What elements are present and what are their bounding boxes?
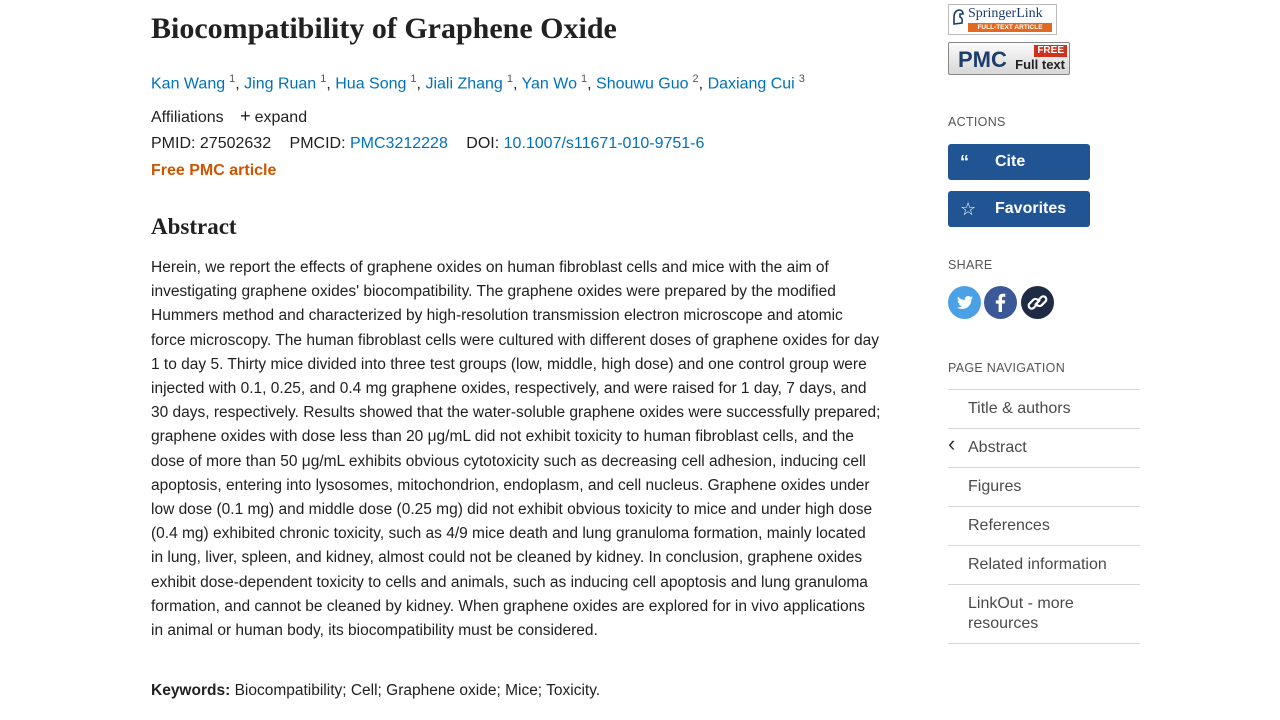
nav-item-figures[interactable]	[948, 468, 1140, 507]
free-pmc-article-label: Free PMC article	[151, 162, 277, 179]
author-link[interactable]: Jing Ruan	[244, 75, 317, 93]
author-link[interactable]: Daxiang Cui	[707, 75, 795, 93]
author-link[interactable]: Shouwu Guo	[596, 75, 689, 93]
nav-item-linkout-more-resources[interactable]	[948, 585, 1140, 644]
favorites-button-label: Favorites	[995, 200, 1067, 217]
link-icon	[1021, 286, 1054, 319]
author-link[interactable]: Hua Song	[335, 75, 407, 93]
nav-item-title-authors[interactable]	[948, 390, 1140, 429]
cite-button-label: Cite	[995, 153, 1026, 170]
copy-link-button[interactable]	[1021, 286, 1054, 319]
favorites-button[interactable]	[948, 191, 1090, 227]
twitter-share-button[interactable]	[948, 286, 981, 319]
nav-item-abstract[interactable]	[948, 429, 1140, 468]
nav-item-label: Figures	[968, 478, 1022, 495]
quote-icon: “	[960, 152, 969, 172]
abstract-text: Herein, we report the effects of graphene oxides on human fibroblast cells and mice with the aim of investigating graphene oxides' biocompatibility. The graphene oxides were prepared by the modified Hummers method and characterized by high-resolution transmission electron microscope and atomic force microscopy. The human fibroblast cells were cultured with different doses of graphene oxides for day 1 to day 5. Thirty mice divided into three test groups (low, middle, high dose) and one control group were injected with 0.1, 0.25, and 0.4 mg graphene oxides, respectively, and were raised for 1 day, 7 days, and 30 days, respectively. Results showed that the water-soluble graphene oxides were successfully prepared; graphene oxides with dose less than 20 μg/mL did not exhibit toxicity to human fibroblast cells, and the dose of more than 50 μg/mL exhibits obvious cytotoxicity such as decreasing cell adhesion, inducing cell apoptosis, entering into lysosomes, mitochondrion, endoplasm, and cell nucleus. Graphene oxides under low dose (0.1 mg) and middle dose (0.25 mg) did not exhibit obvious toxicity to mice and under high dose (0.4 mg) exhibited chronic toxicity, such as 4/9 mice death and lung granuloma formation, mainly located in lung, liver, spleen, and kidney, almost could not be cleaned by kidney. In conclusion, graphene oxides exhibit dose-dependent toxicity to cells and animals, such as inducing cell apoptosis and lung granuloma formation, and cannot be cleaned by kidney. When graphene oxides are explored for in vivo applications in animal or human body, its biocompatibility must be considered.	[151, 259, 881, 640]
keywords-row	[151, 681, 600, 701]
facebook-share-button[interactable]	[984, 286, 1017, 319]
nav-item-related-information[interactable]	[948, 546, 1140, 585]
cite-button[interactable]	[948, 144, 1090, 180]
author-separator: ,	[587, 75, 592, 93]
affiliations-row	[151, 106, 307, 128]
author-separator: ,	[416, 75, 421, 93]
page-navigation	[948, 389, 1140, 644]
author-separator: ,	[326, 75, 331, 93]
author-separator: ,	[512, 75, 518, 93]
twitter-icon	[948, 286, 981, 319]
springer-horse-icon	[951, 8, 965, 26]
keywords-label: Keywords:	[151, 682, 231, 699]
pmc-logo-text: PMC	[958, 47, 1007, 72]
springerlink-logo-text: SpringerLink	[968, 6, 1043, 21]
expand-affiliations-button[interactable]: expand	[254, 109, 308, 126]
pmid-value: 27502632	[199, 135, 272, 152]
nav-item-label: References	[968, 517, 1050, 534]
author-separator: ,	[235, 75, 240, 93]
doi-link[interactable]: 10.1007/s11671-010-9751-6	[503, 135, 705, 152]
chevron-left-icon: ‹	[948, 431, 956, 456]
expand-plus-icon[interactable]: +	[240, 106, 251, 126]
page-navigation-heading: PAGE NAVIGATION	[948, 361, 1066, 375]
pmc-full-text-link[interactable]	[948, 42, 1070, 75]
author-link[interactable]: Jiali Zhang	[425, 75, 503, 93]
nav-item-references[interactable]	[948, 507, 1140, 546]
author-list	[151, 68, 805, 95]
affiliations-label: Affiliations	[151, 109, 224, 126]
pmcid-link[interactable]: PMC3212228	[350, 135, 448, 152]
facebook-icon	[984, 286, 1017, 319]
affiliation-number[interactable]: 1	[506, 73, 513, 85]
pmc-free-badge: FREE	[1034, 45, 1067, 57]
affiliation-number[interactable]: 1	[229, 73, 236, 85]
author-link[interactable]: Kan Wang	[151, 75, 226, 93]
share-heading: SHARE	[948, 258, 993, 272]
nav-item-label: LinkOut - more resources	[968, 595, 1074, 632]
affiliation-number[interactable]: 1	[410, 73, 417, 85]
identifiers-row	[151, 134, 704, 154]
article-title: Biocompatibility of Graphene Oxide	[151, 12, 617, 45]
author-link[interactable]: Yan Wo	[521, 75, 577, 93]
abstract-heading: Abstract	[151, 214, 237, 239]
springerlink-subtitle: FULL-TEXT ARTICLE	[968, 23, 1052, 32]
pmc-full-text-label: Full text	[1015, 57, 1065, 72]
keywords-value: Biocompatibility; Cell; Graphene oxide; Mice; Toxicity.	[234, 682, 601, 699]
nav-item-label: Title & authors	[968, 400, 1071, 417]
doi-label: DOI:	[466, 135, 500, 152]
affiliation-number[interactable]: 1	[580, 73, 588, 85]
affiliation-number[interactable]: 3	[798, 73, 805, 85]
pmcid-label: PMCID:	[289, 135, 346, 152]
star-icon: ☆	[960, 199, 977, 219]
nav-item-label: Abstract	[968, 439, 1027, 456]
pmid-label: PMID:	[151, 135, 196, 152]
author-separator: ,	[698, 75, 704, 93]
springerlink-full-text-link[interactable]	[948, 4, 1055, 34]
affiliation-number[interactable]: 1	[320, 73, 327, 85]
actions-heading: ACTIONS	[948, 115, 1006, 129]
nav-item-label: Related information	[968, 556, 1107, 573]
affiliation-number[interactable]: 2	[692, 73, 699, 85]
